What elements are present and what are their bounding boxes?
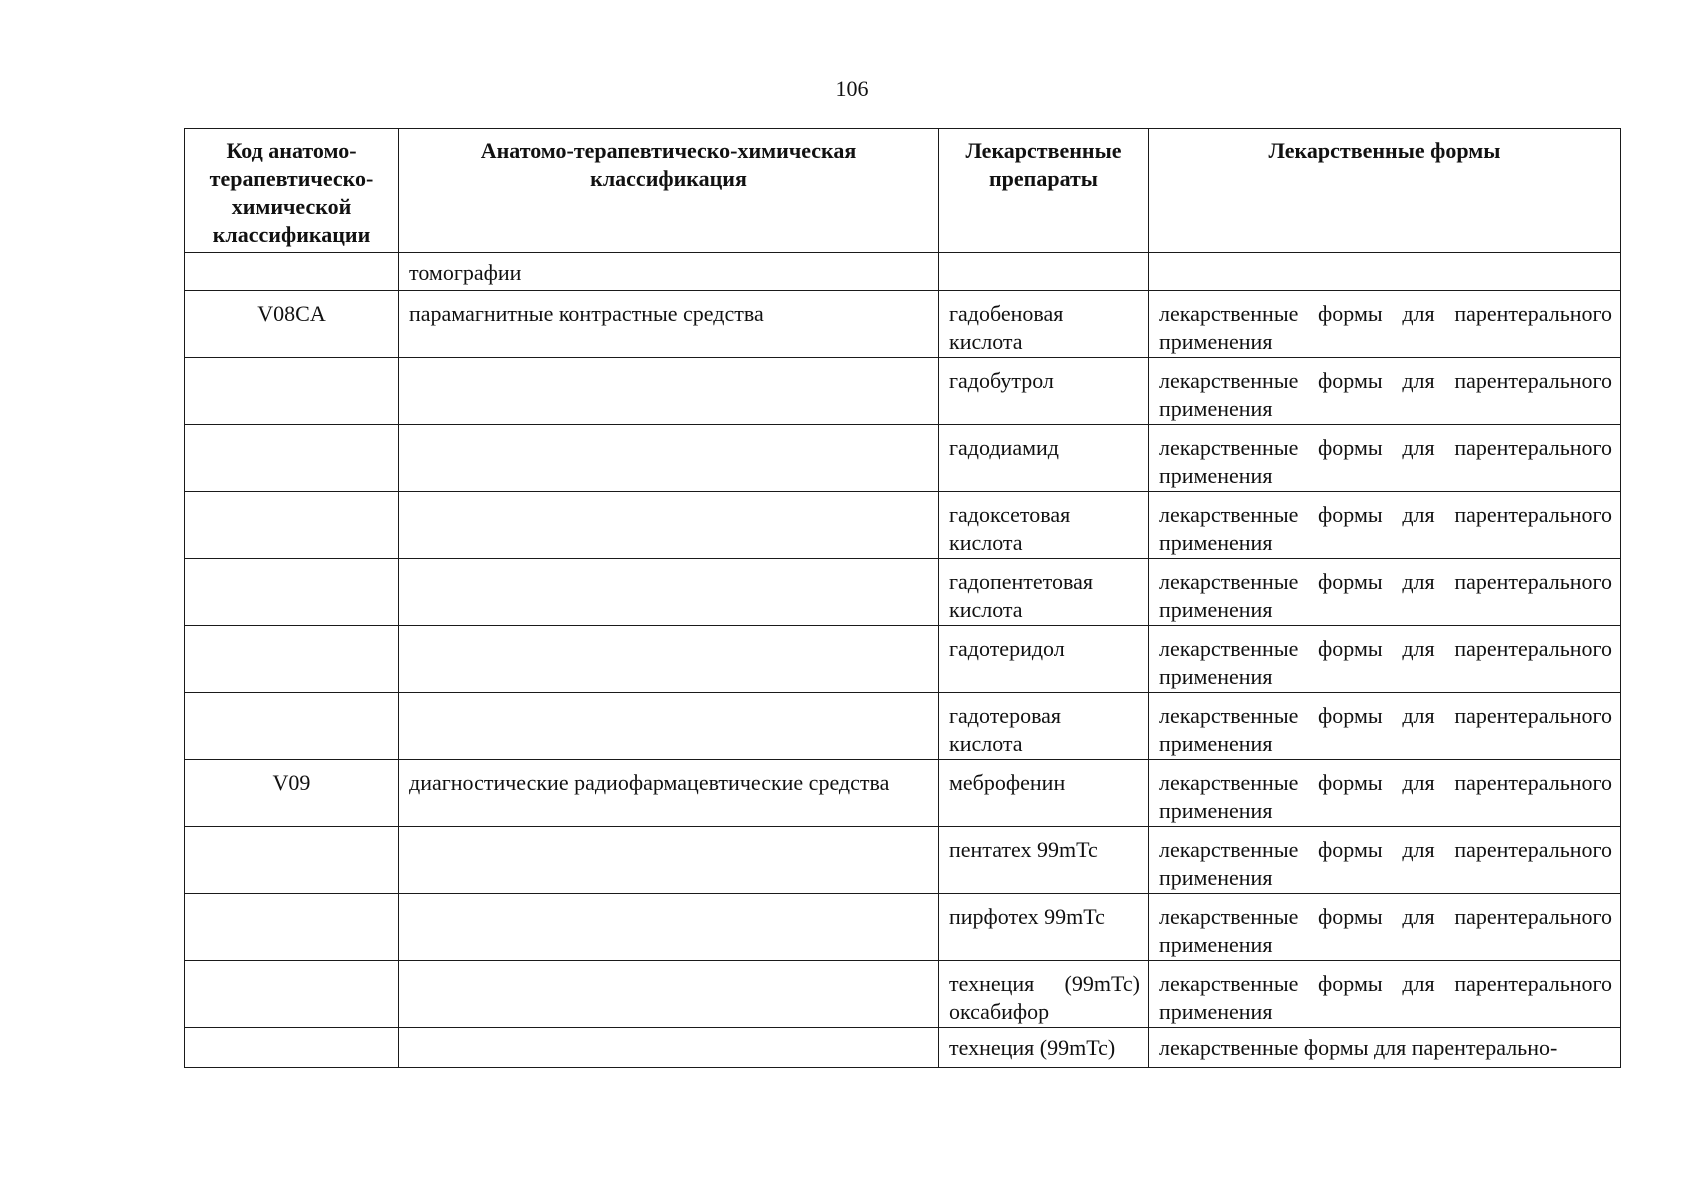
cell-drug: гадопентетовая кислота — [939, 559, 1149, 626]
cell-classification — [399, 492, 939, 559]
cell-code — [185, 827, 399, 894]
cell-classification — [399, 559, 939, 626]
cell-code — [185, 894, 399, 961]
cell-drug — [939, 253, 1149, 291]
table-row — [185, 492, 1621, 559]
header-atc-code: Код анатомо-терапевтическо-химической классификации — [185, 129, 399, 253]
cell-drug: гадотеровая кислота — [939, 693, 1149, 760]
cell-form: лекарственные формы для парентерального применения — [1149, 894, 1621, 961]
cell-code — [185, 425, 399, 492]
header-dosage-forms: Лекарственные формы — [1149, 129, 1621, 253]
cell-code: V08CA — [185, 291, 399, 358]
cell-code: V09 — [185, 760, 399, 827]
cell-form — [1149, 253, 1621, 291]
cell-classification: парамагнитные контрастные средства — [399, 291, 939, 358]
cell-form: лекарственные формы для парентерального применения — [1149, 693, 1621, 760]
cell-form: лекарственные формы для парентерального применения — [1149, 827, 1621, 894]
cell-code — [185, 693, 399, 760]
cell-classification — [399, 626, 939, 693]
cell-drug: гадодиамид — [939, 425, 1149, 492]
table-row — [185, 559, 1621, 626]
table-header-row — [185, 129, 1621, 253]
cell-form: лекарственные формы для парентерального применения — [1149, 291, 1621, 358]
cell-code — [185, 1028, 399, 1068]
table-row — [185, 760, 1621, 827]
cell-code — [185, 358, 399, 425]
cell-drug: меброфенин — [939, 760, 1149, 827]
table-row — [185, 1028, 1621, 1068]
page-number: 106 — [835, 76, 869, 101]
cell-classification — [399, 894, 939, 961]
cell-drug: технеция (99mTc) оксабифор — [939, 961, 1149, 1028]
header-atc-classification: Анатомо-терапевтическо-химическая классификация — [399, 129, 939, 253]
cell-form: лекарственные формы для парентерального применения — [1149, 559, 1621, 626]
cell-classification — [399, 961, 939, 1028]
cell-drug: технеция (99mTc) — [939, 1028, 1149, 1068]
cell-code — [185, 626, 399, 693]
cell-classification: томографии — [399, 253, 939, 291]
cell-drug: гадотеридол — [939, 626, 1149, 693]
cell-form: лекарственные формы для парентерального применения — [1149, 760, 1621, 827]
cell-code — [185, 492, 399, 559]
table-row — [185, 425, 1621, 492]
cell-classification — [399, 693, 939, 760]
cell-drug: пентатех 99mTc — [939, 827, 1149, 894]
cell-classification — [399, 425, 939, 492]
cell-code — [185, 961, 399, 1028]
cell-drug: гадобеновая кислота — [939, 291, 1149, 358]
cell-form: лекарственные формы для парентерального применения — [1149, 626, 1621, 693]
table-row — [185, 626, 1621, 693]
cell-classification — [399, 827, 939, 894]
table-row — [185, 358, 1621, 425]
cell-form: лекарственные формы для парентерально- — [1149, 1028, 1621, 1068]
cell-drug: гадоксетовая кислота — [939, 492, 1149, 559]
cell-classification — [399, 358, 939, 425]
drug-classification-table — [184, 128, 1621, 1068]
cell-form: лекарственные формы для парентерального применения — [1149, 425, 1621, 492]
cell-code — [185, 253, 399, 291]
cell-classification: диагностические радиофармацевтические средства — [399, 760, 939, 827]
cell-classification — [399, 1028, 939, 1068]
cell-drug: пирфотех 99mTc — [939, 894, 1149, 961]
cell-drug: гадобутрол — [939, 358, 1149, 425]
table-row — [185, 291, 1621, 358]
table-row — [185, 253, 1621, 291]
table-row — [185, 894, 1621, 961]
table-row — [185, 693, 1621, 760]
table-row — [185, 961, 1621, 1028]
table-row — [185, 827, 1621, 894]
cell-code — [185, 559, 399, 626]
cell-form: лекарственные формы для парентерального применения — [1149, 961, 1621, 1028]
header-drugs: Лекарственные препараты — [939, 129, 1149, 253]
cell-form: лекарственные формы для парентерального применения — [1149, 492, 1621, 559]
cell-form: лекарственные формы для парентерального применения — [1149, 358, 1621, 425]
